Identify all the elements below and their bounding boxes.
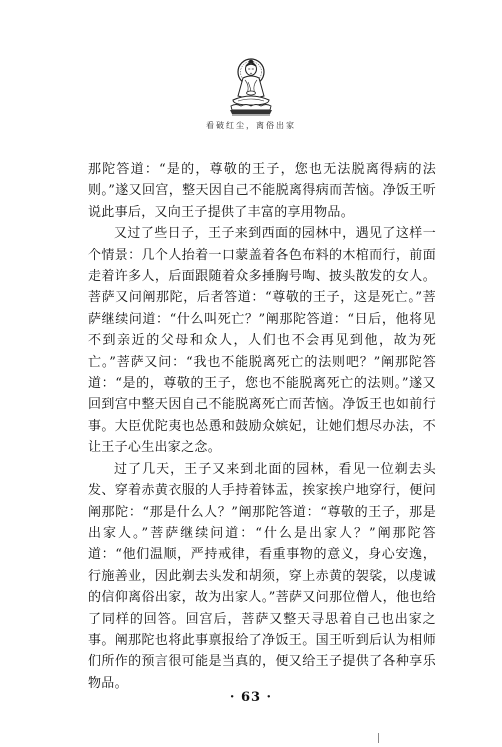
page-number: · 63 ·: [229, 690, 273, 705]
scan-edge-mark: [378, 733, 379, 743]
paragraph-2: 又过了些日子，王子来到西面的园林中，遇见了这样一个情景：几个人抬着一口蒙盖着各色布料的木棺而行，前面走着许多人，后面跟随着众多捶胸号啕、披头散发的女人。菩萨又问阐那陀，后者答道：“尊敬的王子，这是死亡。”菩萨继续问道：“什么叫死亡？”阐那陀答道：“日后，他将见不到亲近的父母和众人，人们也不会再见到他，故为死亡。”菩萨又问：“我也不能脱离死亡的法则吧？”阐那陀答道：“是的，尊敬的王子，您也不能脱离死亡的法则。”遂又回到宫中整天因自己不能脱离死亡而苦恼。净饭王也如前行事。大臣优陀夷也怂恿和鼓励众嫔妃，让她们想尽办法，不让王子心生出家之念。: [88, 226, 436, 456]
paragraph-1: 那陀答道：“是的，尊敬的王子，您也无法脱离得病的法则。”遂又回宫，整天因自己不能脱离得病而苦恼。净饭王听说此事后，又向王子提供了丰富的享用物品。: [88, 162, 436, 220]
chapter-motto: 看破红尘，离俗出家: [206, 121, 296, 130]
seated-buddha-illustration: [226, 52, 276, 118]
chapter-header: [0, 52, 502, 131]
body-text: [88, 159, 436, 694]
paragraph-3: 过了几天，王子又来到北面的园林，看见一位剃去头发、穿着赤黄衣服的人手持着钵盂，挨家挨户地穿行，便问阐那陀：“那是什么人？”阐那陀答道：“尊敬的王子，那是出家人。”菩萨继续问道：“什么是出家人？”阐那陀答道：“他们温顺，严持戒律，看重事物的意义，身心安逸，行施善业，因此剃去头发和胡须，穿上赤黄的袈裟，以虔诚的信仰离俗出家，故为出家人。”菩萨又问那位僧人，他也给了同样的回答。回宫后，菩萨又整天寻思着自己也出家之事。阐那陀也将此事禀报给了净饭王。国王听到后认为相师们所作的预言很可能是当真的，便又给王子提供了各种享乐物品。: [88, 461, 436, 691]
